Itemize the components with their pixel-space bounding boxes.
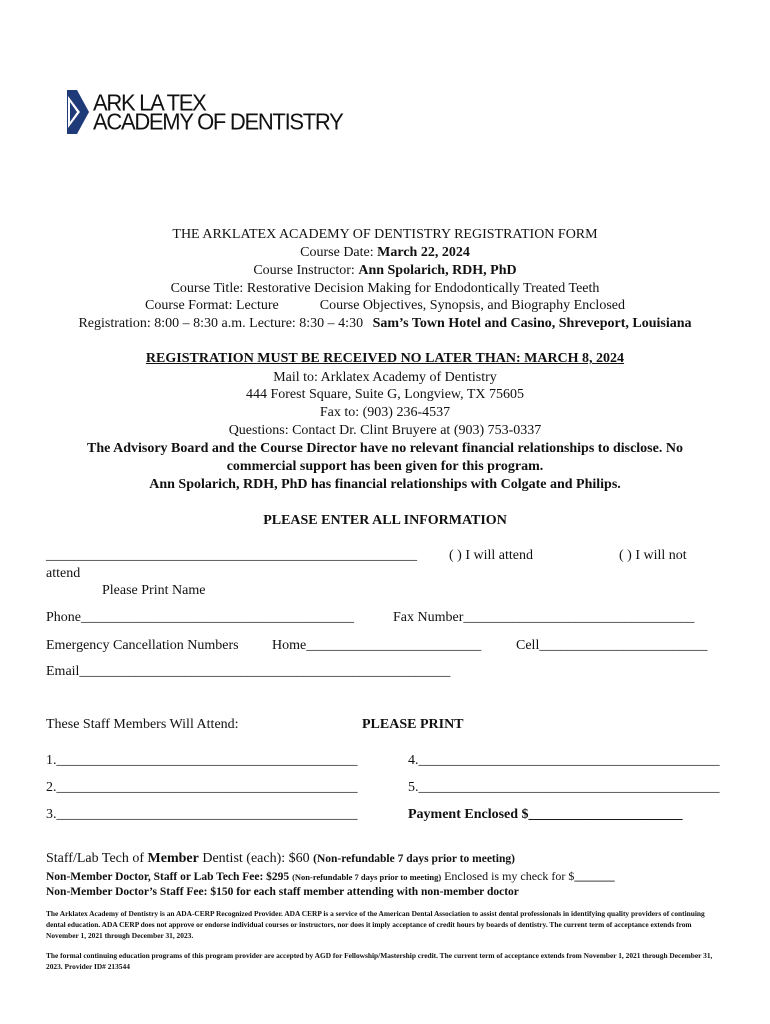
member-fee-prefix: Staff/Lab Tech of [46, 851, 145, 866]
emergency-label: Emergency Cancellation Numbers [46, 638, 239, 653]
attend-wrap: attend [46, 566, 81, 581]
venue: Sam’s Town Hotel and Casino, Shreveport, Louisiana [372, 316, 692, 331]
will-not-attend-option[interactable]: ( ) I will not [619, 548, 687, 563]
instructor-line [0, 262, 770, 280]
ada-cerp-statement: The Arklatex Academy of Dentistry is an ADA-CERP Recognized Provider. ADA CERP is a service of the American Dental Association to assist dental professionals in identifying quality providers of continuing dental education. ADA CERP does not approve or endorse individual courses or instructors, nor does it imply acceptance of credit hours by boards of dentistry. The current term of acceptance extends from November 1, 2021 through December 31, 2023. [46, 909, 705, 940]
nonmember-fee: Non-Member Doctor, Staff or Lab Tech Fee: $295 [46, 871, 290, 883]
print-name-label: Please Print Name [102, 583, 206, 598]
email-field[interactable]: Email_____________________________________________________ [46, 664, 451, 679]
course-format-line [0, 297, 770, 315]
staff-member-2-field[interactable]: 2.___________________________________________ [46, 780, 358, 795]
phone-field[interactable]: Phone_______________________________________ [46, 610, 354, 625]
staff-member-4-field[interactable]: 4.___________________________________________ [408, 753, 720, 768]
logo-mark-icon [67, 90, 89, 134]
form-title: THE ARKLATEX ACADEMY OF DENTISTRY REGISTRATION FORM [172, 227, 598, 242]
fax-number-field[interactable]: Fax Number_________________________________ [393, 610, 695, 625]
course-date-line [0, 244, 770, 262]
staff-member-1-field[interactable]: 1.___________________________________________ [46, 753, 358, 768]
check-enclosed-label: Enclosed is my check for $ [444, 869, 575, 883]
form-heading: PLEASE ENTER ALL INFORMATION [263, 513, 507, 528]
questions-contact: Questions: Contact Dr. Clint Bruyere at (903) 753-0337 [228, 423, 542, 438]
registration-deadline: REGISTRATION MUST BE RECEIVED NO LATER THAN: MARCH 8, 2024 [145, 351, 625, 366]
member-fee-line [46, 850, 515, 868]
course-date-label: Course Date: [300, 245, 374, 260]
logo-wordmark [93, 89, 343, 135]
course-format: Course Format: Lecture [145, 298, 279, 313]
registration-times: Registration: 8:00 – 8:30 a.m. Lecture: 8:30 – 4:30 [78, 316, 364, 331]
cell-phone-field[interactable]: Cell________________________ [516, 638, 708, 653]
mail-to: Mail to: Arklatex Academy of Dentistry [273, 370, 497, 385]
academy-logo [67, 90, 342, 134]
disclosure-line-2: commercial support has been given for this program. [226, 459, 544, 474]
staff-member-5-field[interactable]: 5.___________________________________________ [408, 780, 720, 795]
disclosure-line-3: Ann Spolarich, RDH, PhD has financial relationships with Colgate and Philips. [149, 477, 621, 492]
mailing-address: 444 Forest Square, Suite G, Longview, TX 75605 [245, 387, 525, 402]
nonmember-fee-note: (Non-refundable 7 days prior to meeting) [292, 872, 442, 882]
course-objectives: Course Objectives, Synopsis, and Biography Enclosed [319, 298, 625, 313]
logo-line-1: ARK LA TEX [93, 89, 206, 116]
registration-line [0, 315, 770, 333]
logo-line-2: ACADEMY OF DENTISTRY [93, 108, 343, 135]
please-print-label: PLEASE PRINT [362, 717, 464, 732]
course-title: Course Title: Restorative Decision Making for Endodontically Treated Teeth [170, 281, 600, 296]
instructor-label: Course Instructor: [253, 263, 355, 278]
fax-number: Fax to: (903) 236-4537 [319, 405, 451, 420]
check-amount-field[interactable]: _______ [574, 871, 615, 883]
agd-statement: The formal continuing education programs of this program provider are accepted by AGD for Fellowship/Mastership credit. The current term of acceptance extends from November 1, 2021 through December 31, 2023. Provider ID# 213544 [46, 951, 713, 971]
name-field[interactable]: _____________________________________________________ [46, 548, 417, 563]
disclosure-line-1: The Advisory Board and the Course Director have no relevant financial relationships to disclose. No [87, 441, 683, 456]
course-date: March 22, 2024 [377, 245, 470, 260]
nonmember-staff-fee: Non-Member Doctor’s Staff Fee: $150 for each staff member attending with non-member doctor [46, 886, 519, 898]
member-fee-note: (Non-refundable 7 days prior to meeting) [313, 853, 515, 865]
instructor-name: Ann Spolarich, RDH, PhD [358, 263, 517, 278]
staff-member-3-field[interactable]: 3.___________________________________________ [46, 807, 358, 822]
payment-enclosed-field[interactable]: Payment Enclosed $______________________ [408, 807, 683, 822]
member-word: Member [147, 851, 199, 866]
will-attend-option[interactable]: ( ) I will attend [449, 548, 533, 563]
staff-label: These Staff Members Will Attend: [46, 717, 239, 732]
member-fee-amount: Dentist (each): $60 [202, 851, 310, 866]
home-phone-field[interactable]: Home_________________________ [272, 638, 482, 653]
